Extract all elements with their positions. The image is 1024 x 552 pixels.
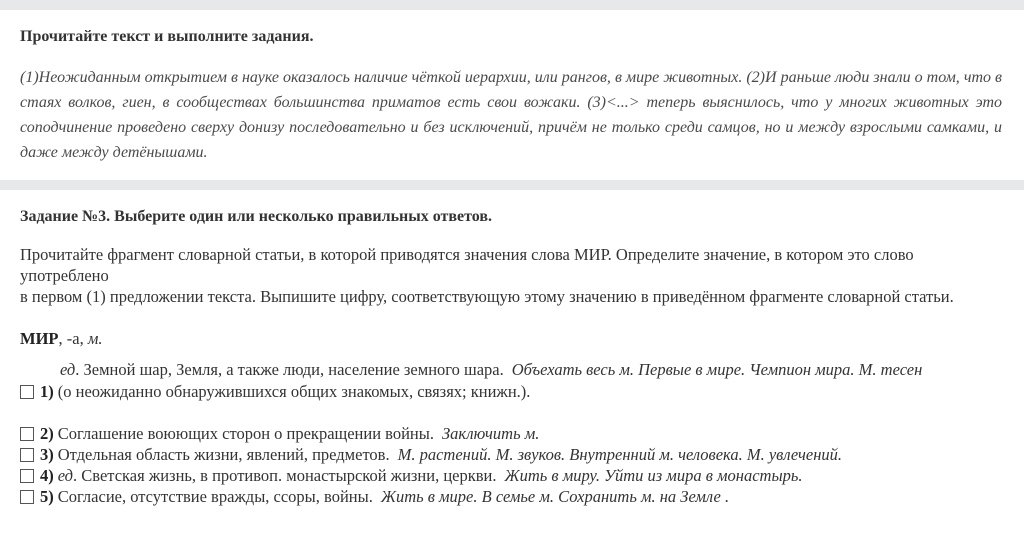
option-example: Жить в миру. Уйти из мира в монастырь. — [504, 466, 803, 485]
dictionary-entry-head — [20, 329, 102, 349]
option-checkbox[interactable] — [20, 469, 34, 483]
option-number: 2) — [40, 424, 54, 443]
meaning-intro — [60, 360, 1020, 380]
entry-word: МИР — [20, 329, 59, 348]
instruction-line-1: Прочитайте фрагмент словарной статьи, в которой приводятся значения слова МИР. Определите значение, в котором это слово употреблено — [20, 245, 914, 285]
answer-option-1[interactable] — [20, 382, 530, 402]
task-heading: Задание №3. Выберите один или несколько правильных ответов. — [20, 208, 493, 225]
intro-mark: ед — [60, 360, 76, 379]
option-number: 3) — [40, 445, 54, 464]
option-prefix: ед — [57, 466, 74, 485]
intro-example: Объехать весь м. Первые в мире. Чемпион мира. М. тесен — [511, 360, 923, 379]
section-separator — [0, 180, 1024, 190]
option-number: 1) — [40, 382, 54, 401]
instruction-line-2: в первом (1) предложении текста. Выпишите цифру, соответствующую этому значению в приведённом фрагменте словарной статьи. — [20, 287, 954, 306]
option-example: Жить в мире. В семье м. Сохранить м. на Земле . — [380, 487, 730, 506]
top-separator — [0, 0, 1024, 10]
option-checkbox[interactable] — [20, 427, 34, 441]
option-checkbox[interactable] — [20, 448, 34, 462]
option-text: (о неожиданно обнаружившихся общих знакомых, связях; книжн.). — [57, 382, 531, 401]
option-number: 5) — [40, 487, 54, 506]
entry-gender: м. — [87, 329, 103, 348]
option-text: Согласие, отсутствие вражды, ссоры, войны. — [57, 487, 373, 506]
option-number: 4) — [40, 466, 54, 485]
answer-option-2[interactable] — [20, 424, 539, 444]
option-text: Отдельная область жизни, явлений, предметов. — [57, 445, 390, 464]
section-heading: Прочитайте текст и выполните задания. — [20, 28, 314, 45]
option-text: . Светская жизнь, в противоп. монастырской жизни, церкви. — [73, 466, 497, 485]
option-example: М. растений. М. звуков. Внутренний м. человека. М. увлечений. — [397, 445, 843, 464]
entry-suffix: , -а, — [58, 329, 88, 348]
task-instructions — [20, 244, 1002, 307]
option-text: Соглашение воюющих сторон о прекращении войны. — [57, 424, 434, 443]
intro-text: . Земной шар, Земля, а также люди, население земного шара. — [75, 360, 504, 379]
answer-option-3[interactable] — [20, 445, 842, 465]
option-example: Заключить м. — [441, 424, 540, 443]
answer-option-4[interactable] — [20, 466, 803, 486]
reading-passage: (1)Неожиданным открытием в науке оказалось наличие чёткой иерархии, или рангов, в мире животных. (2)И раньше люди знали о том, что в стаях волков, гиен, в сообществах большинства приматов есть свои вожаки. (3)<...> теперь выяснилось, что у многих животных это соподчинение проведено сверху донизу последовательно и без исключений, причём не только среди самцов, но и между взрослыми самками, и даже между детёнышами. — [20, 69, 1002, 161]
option-checkbox[interactable] — [20, 490, 34, 504]
answer-option-5[interactable] — [20, 487, 729, 507]
option-checkbox[interactable] — [20, 385, 34, 399]
